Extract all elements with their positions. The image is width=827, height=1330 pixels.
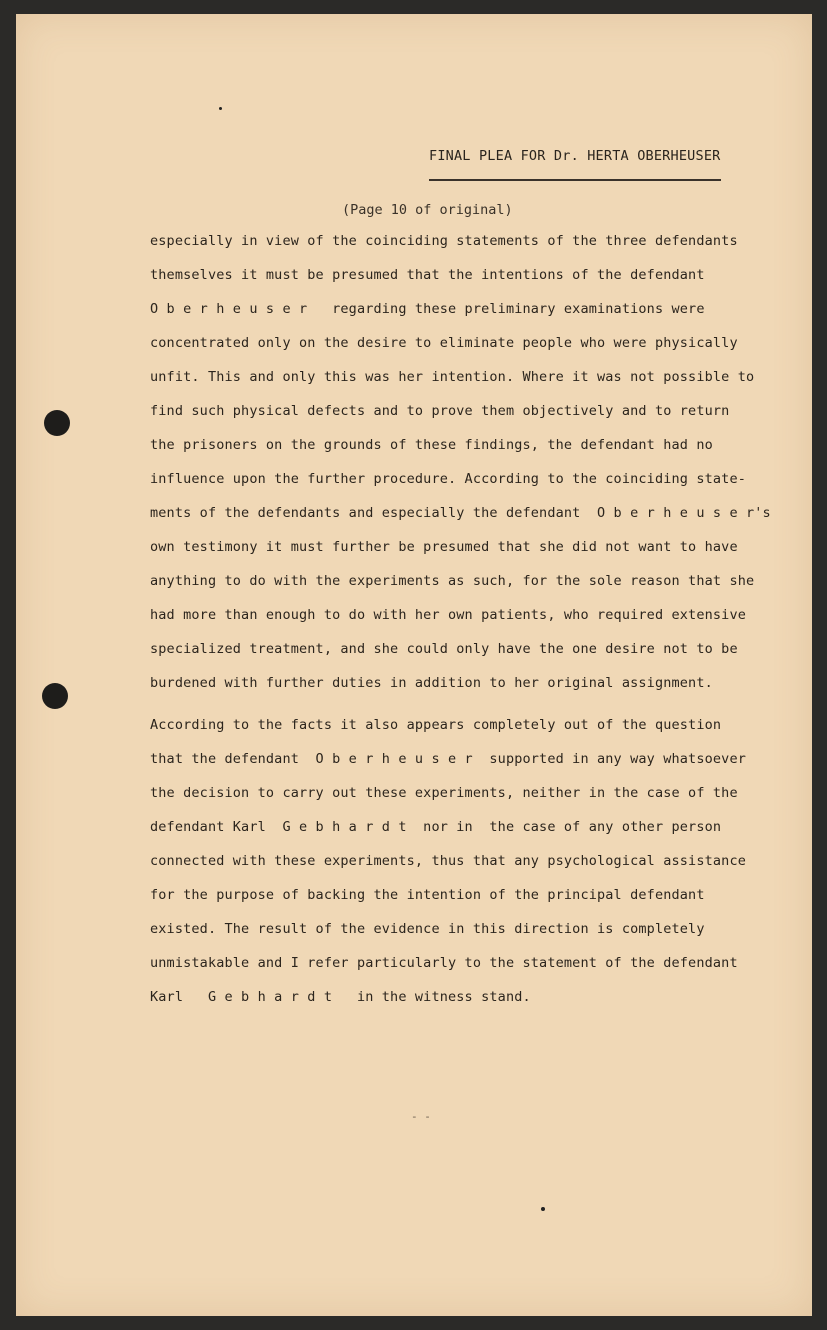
header-underline xyxy=(429,179,721,181)
page-continuation-mark: - - xyxy=(411,1110,431,1123)
text-line: especially in view of the coinciding statements of the three defendants xyxy=(150,233,738,249)
page-reference: (Page 10 of original) xyxy=(342,202,513,218)
text-line: find such physical defects and to prove them objectively and to return xyxy=(150,403,730,419)
text-line: burdened with further duties in addition to her original assignment. xyxy=(150,675,713,691)
text-line: the prisoners on the grounds of these findings, the defendant had no xyxy=(150,437,713,453)
text-line: influence upon the further procedure. According to the coinciding state- xyxy=(150,471,746,487)
text-line: According to the facts it also appears completely out of the question xyxy=(150,717,722,733)
text-line: for the purpose of backing the intention of the principal defendant xyxy=(150,887,705,903)
text-line: had more than enough to do with her own patients, who required extensive xyxy=(150,607,746,623)
text-line: anything to do with the experiments as such, for the sole reason that she xyxy=(150,573,755,589)
document-header: FINAL PLEA FOR Dr. HERTA OBERHEUSER xyxy=(429,148,721,164)
text-line: the decision to carry out these experiments, neither in the case of the xyxy=(150,785,738,801)
text-line: defendant Karl G e b h a r d t nor in the case of any other person xyxy=(150,819,722,835)
punch-hole-lower xyxy=(42,683,68,709)
ink-speck xyxy=(219,107,222,110)
text-line: concentrated only on the desire to eliminate people who were physically xyxy=(150,335,738,351)
text-line: O b e r h e u s e r regarding these preliminary examinations were xyxy=(150,301,705,317)
text-line: existed. The result of the evidence in this direction is completely xyxy=(150,921,705,937)
document-page xyxy=(16,14,812,1316)
punch-hole-upper xyxy=(44,410,70,436)
text-line: connected with these experiments, thus that any psychological assistance xyxy=(150,853,746,869)
text-line: that the defendant O b e r h e u s e r supported in any way whatsoever xyxy=(150,751,746,767)
text-line: themselves it must be presumed that the intentions of the defendant xyxy=(150,267,705,283)
text-line: unmistakable and I refer particularly to the statement of the defendant xyxy=(150,955,738,971)
text-line: own testimony it must further be presumed that she did not want to have xyxy=(150,539,738,555)
text-line: specialized treatment, and she could only have the one desire not to be xyxy=(150,641,738,657)
ink-speck xyxy=(541,1207,545,1211)
text-line: Karl G e b h a r d t in the witness stand. xyxy=(150,989,531,1005)
text-line: ments of the defendants and especially the defendant O b e r h e u s e r's xyxy=(150,505,771,521)
text-line: unfit. This and only this was her intention. Where it was not possible to xyxy=(150,369,755,385)
